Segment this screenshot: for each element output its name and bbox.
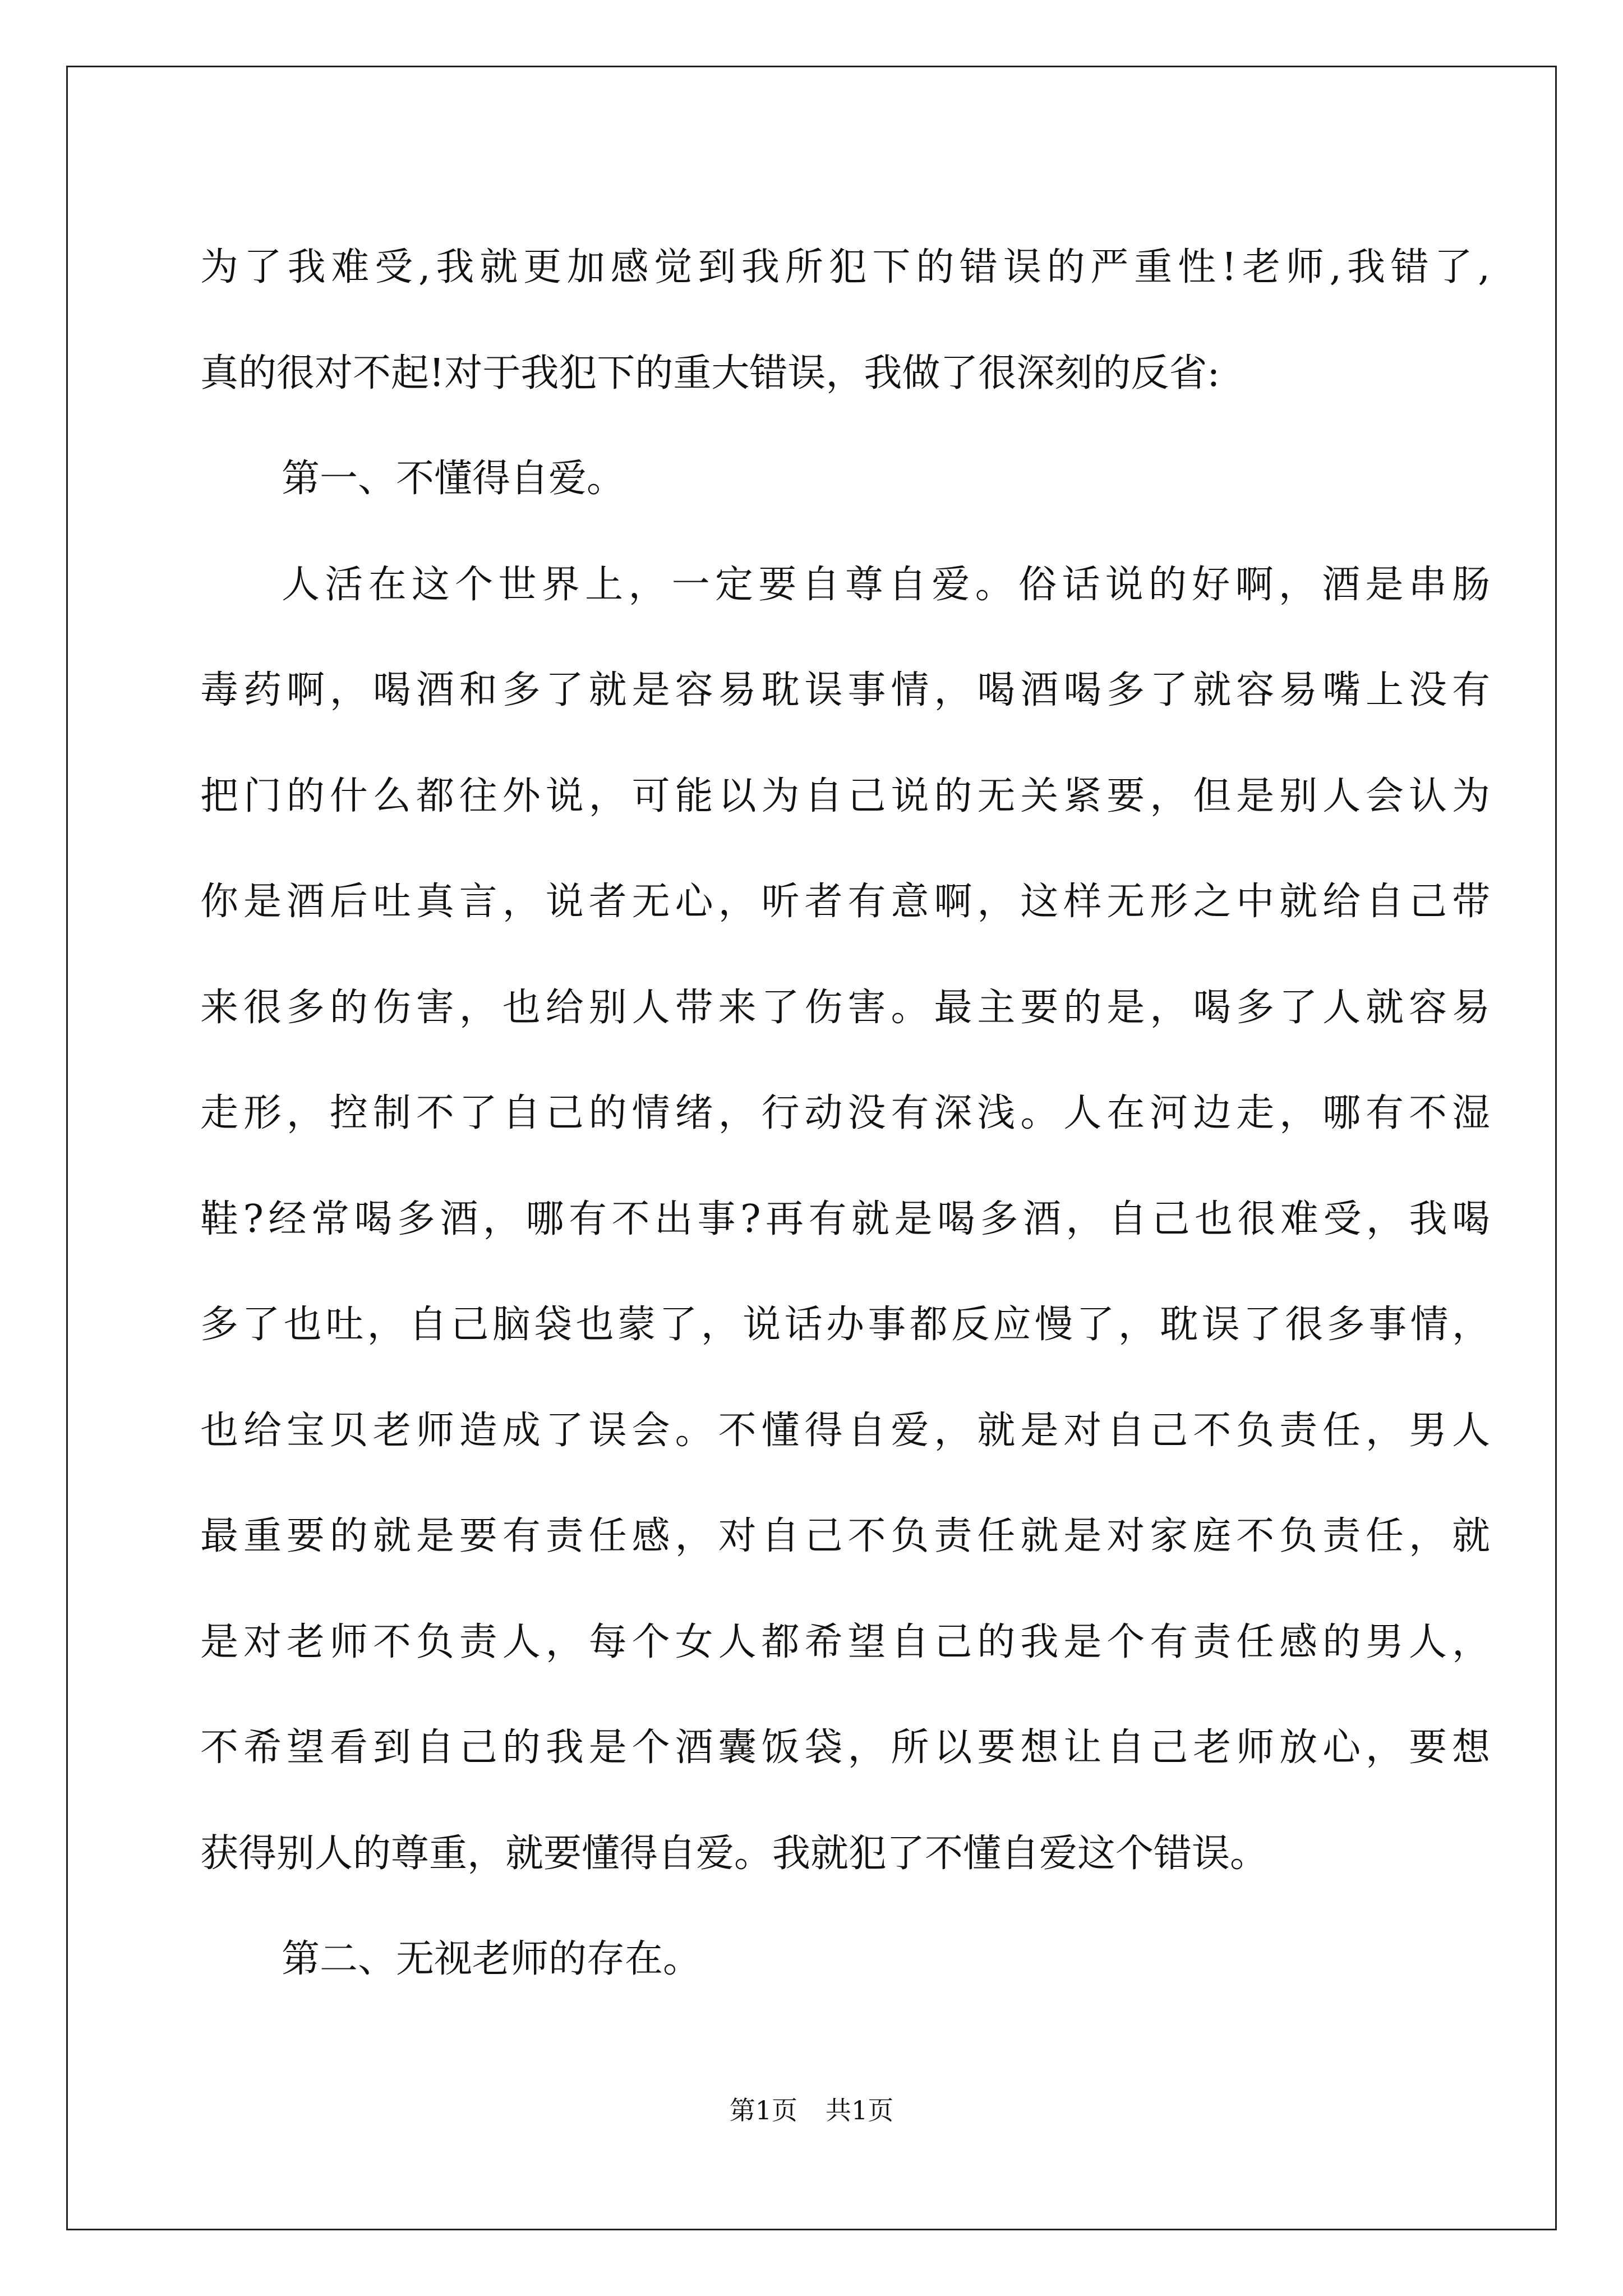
page-footer — [0, 2093, 1623, 2127]
page-number: 第1页 — [729, 2095, 797, 2125]
text-line: 最重要的就是要有责任感，对自己不负责任就是对家庭不负责任，就 — [200, 1514, 1490, 1558]
text-line: 是对老师不负责人，每个女人都希望自己的我是个有责任感的男人， — [200, 1619, 1490, 1664]
text-line: 为了我难受,我就更加感觉到我所犯下的错误的严重性!老师,我错了, — [200, 245, 1490, 289]
text-line: 获得别人的尊重，就要懂得自爱。我就犯了不懂自爱这个错误。 — [200, 1831, 1269, 1876]
text-line: 毒药啊，喝酒和多了就是容易耽误事情，喝酒喝多了就容易嘴上没有 — [200, 668, 1490, 712]
text-line: 鞋?经常喝多酒，哪有不出事?再有就是喝多酒，自己也很难受，我喝 — [200, 1197, 1490, 1241]
section-heading: 第一、不懂得自爱。 — [282, 457, 625, 501]
text-line: 把门的什么都往外说，可能以为自己说的无关紧要，但是别人会认为 — [200, 774, 1490, 818]
text-line: 走形，控制不了自己的情绪，行动没有深浅。人在河边走，哪有不湿 — [200, 1091, 1490, 1135]
text-line: 也给宝贝老师造成了误会。不懂得自爱，就是对自己不负责任，男人 — [200, 1408, 1490, 1453]
text-line: 多了也吐，自己脑袋也蒙了，说话办事都反应慢了，耽误了很多事情， — [200, 1303, 1490, 1347]
text-line: 不希望看到自己的我是个酒囊饭袋，所以要想让自己老师放心，要想 — [200, 1726, 1490, 1770]
text-line: 来很多的伤害，也给别人带来了伤害。最主要的是，喝多了人就容易 — [200, 985, 1490, 1030]
text-line: 真的很对不起!对于我犯下的重大错误，我做了很深刻的反省: — [200, 351, 1220, 395]
section-heading: 第二、无视老师的存在。 — [282, 1937, 702, 1981]
page-total: 共1页 — [826, 2095, 894, 2125]
text-line: 人活在这个世界上，一定要自尊自爱。俗话说的好啊，酒是串肠 — [282, 562, 1490, 607]
text-line: 你是酒后吐真言，说者无心，听者有意啊，这样无形之中就给自己带 — [200, 880, 1490, 924]
document-body — [200, 215, 1490, 2013]
